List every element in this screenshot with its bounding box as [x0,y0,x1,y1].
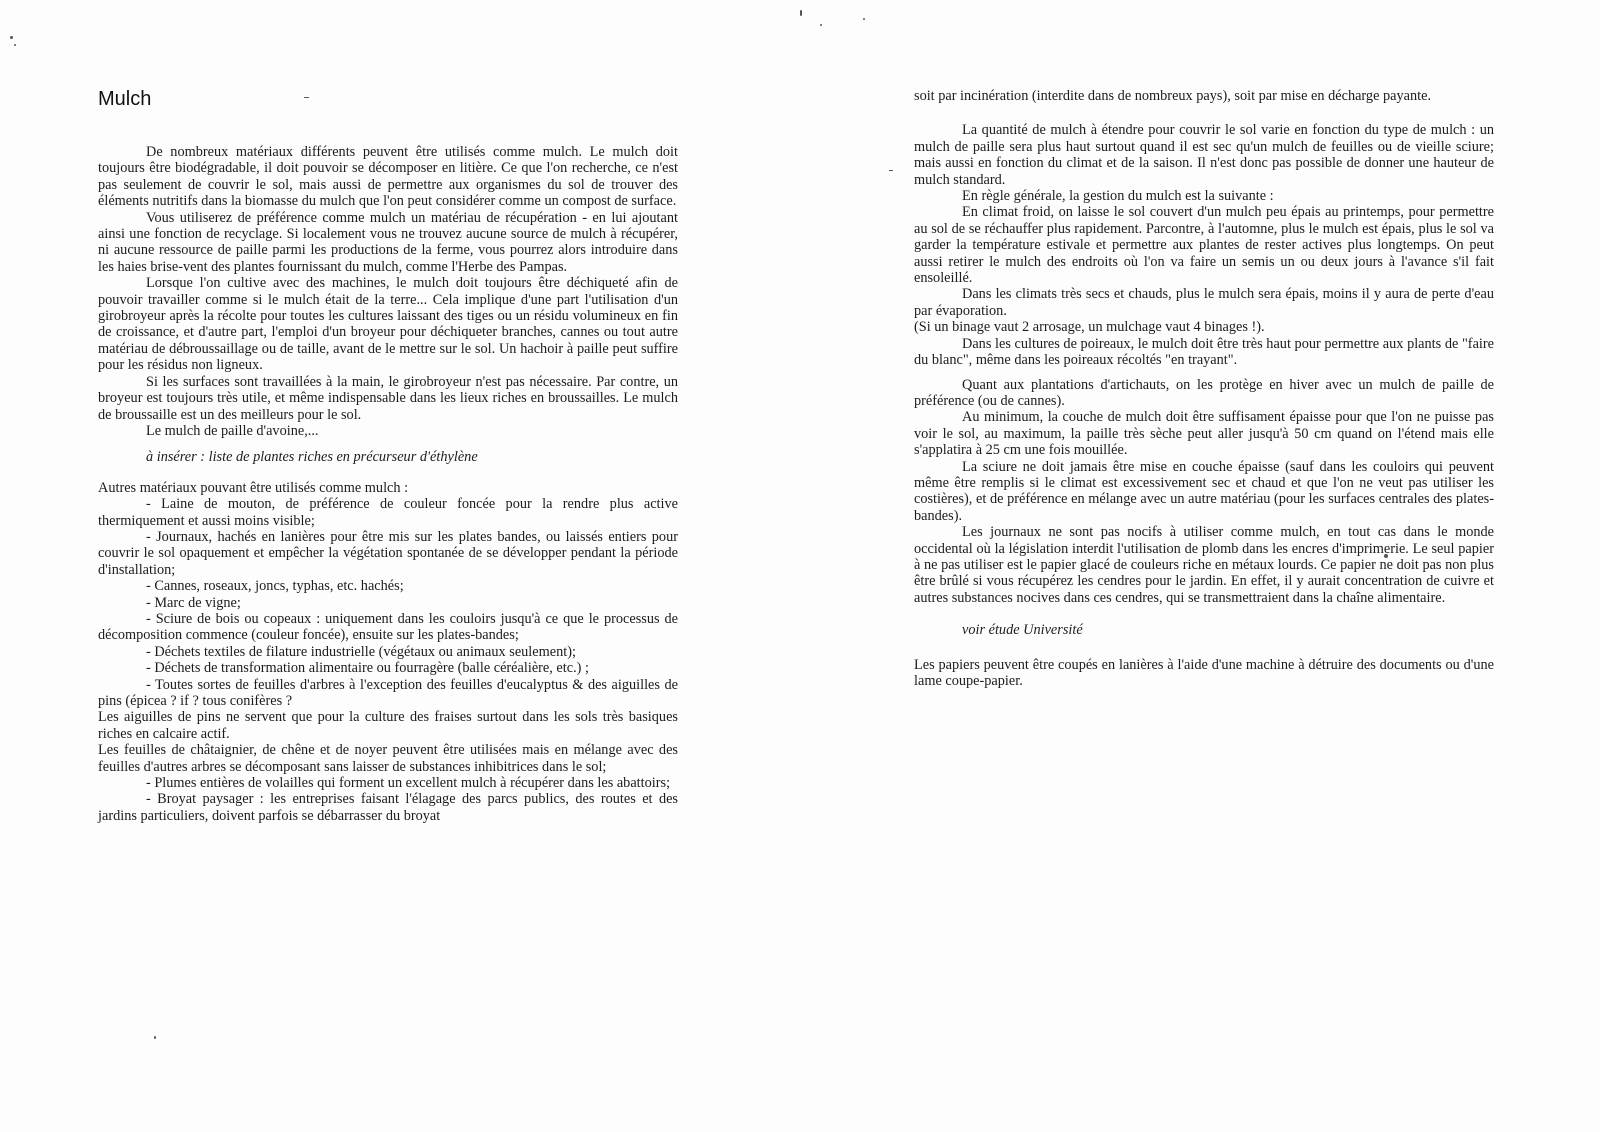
list-item: - Déchets de transformation alimentaire ou fourragère (balle céréalière, etc.) ; [146,660,589,677]
list-item: - Marc de vigne; [146,594,241,611]
paragraph: Le mulch de paille d'avoine,... [146,422,319,439]
paragraph: Les aiguilles de pins ne servent que pour la culture des fraises surtout dans les sols très basiques riches en calcaire actif. [98,709,678,742]
list-item: - Broyat paysager : les entreprises faisant l'élagage des parcs publics, des routes et des jardins particuliers, doivent parfois se débarrasser du broyat [98,791,678,824]
scan-speck [889,170,893,171]
list-item: - Déchets textiles de filature industrielle (végétaux ou animaux seulement); [146,643,576,660]
scan-speck [800,10,802,16]
paragraph: Vous utiliserez de préférence comme mulch un matériau de récupération - en lui ajoutant ainsi une fonction de recyclage. Si localement vous ne trouvez aucune source de mulch à récupérer, ni aucune ressource de paille parmi les productions de la ferme, vous pourrez alors introduire dans les haies brise-vent des plantes fournissant du mulch, comme l'Herbe des Pampas. [98,209,678,275]
paragraph: soit par incinération (interdite dans de nombreux pays), soit par mise en décharge payante. [914,88,1432,104]
page-title: Mulch [98,88,152,110]
list-item: - Cannes, roseaux, joncs, typhas, etc. hachés; [146,578,404,595]
left-page [98,88,678,824]
paragraph: De nombreux matériaux différents peuvent être utilisés comme mulch. Le mulch doit toujours être biodégradable, il doit pouvoir se décomposer en litière. Ce que l'on recherche, ce n'est pas seulement de couvrir le sol, mais aussi de permettre aux organismes du sol de trouver des éléments nutritifs dans la biomasse du mulch que l'on peut considérer comme un compost de surface. [98,144,678,210]
paragraph: La quantité de mulch à étendre pour couvrir le sol varie en fonction du type de mulch : un mulch de paille sera plus haut surtout quand il est sec qu'un mulch de feuilles ou de vieille sciure; mais aussi en fonction du climat et de la saison. Il n'est donc pas possible de donner une hauteur de mulch standard. [914,122,1494,188]
paragraph: Les journaux ne sont pas nocifs à utiliser comme mulch, en tout cas dans le monde occidental où la législation interdit l'utilisation de plomb dans les encres d'imprimerie. Le seul papier à ne pas utiliser est le papier glacé de couleurs riche en métaux lourds. Ce papier ne doit pas non plus être brûlé si vous récupérez les cendres pour le jardin. En effet, il y aurait concentration de cuivre et autres substances nocives dans ces cendres, qui se transmettraient dans la chaîne alimentaire. [914,524,1494,606]
scan-speck [14,44,16,46]
scan-speck [154,1036,156,1039]
list-item: - Journaux, hachés en lanières pour être mis sur les plates bandes, ou laissés entiers pour couvrir le sol opaquement et empêcher la végétation spontanée de se développer pendant la période d'installation; [98,528,678,578]
list-item: - Sciure de bois ou copeaux : uniquement dans les couloirs jusqu'à ce que le processus de décomposition commence (couleur foncée), ensuite sur les plates-bandes; [98,610,678,644]
list-intro: Autres matériaux pouvant être utilisés comme mulch : [98,479,409,496]
paragraph: En climat froid, on laisse le sol couvert d'un mulch peu épais au printemps, pour permettre au sol de se réchauffer plus rapidement. Parcontre, à l'automne, plus le mulch est épais, plus le sol va garder la température estivale et permettre aux plantes de rester actives plus longtemps. On peut aussi retirer le mulch des endroits où l'on va faire un semis un ou deux jours à l'avance s'il fait ensoleillé. [914,204,1494,287]
list-item: - Toutes sortes de feuilles d'arbres à l'exception des feuilles d'eucalyptus & des aiguilles de pins (épicea ? if ? tous conifères ? [98,676,678,709]
paragraph: Quant aux plantations d'artichauts, on les protège en hiver avec un mulch de paille de préférence (ou de cannes). [914,376,1494,409]
paragraph: En règle générale, la gestion du mulch est la suivante : [962,188,1274,205]
paragraph: Lorsque l'on cultive avec des machines, le mulch doit toujours être déchiqueté afin de pouvoir travailler comme si le mulch était de la terre... Cela implique d'une part l'utilisation d'un girobroyeur après la récolte pour toutes les cultures laissant des tiges ou un résidu volumineux en fin de croissance, et d'autre part, l'emploi d'un broyeur pour déchiqueter branches, cannes ou tout autre matériau de débroussaillage ou de taille, avant de le mettre sur le sol. Un hachoir à paille peut suffire pour les résidus non ligneux. [98,275,678,374]
paragraph: Dans les climats très secs et chauds, plus le mulch sera épais, moins il y aura de perte d'eau par évaporation. [914,286,1494,319]
paragraph: Si les surfaces sont travaillées à la main, le girobroyeur n'est pas nécessaire. Par contre, un broyeur est toujours très utile, et même indispensable dans les lieux riches en broussailles. Le mulch de broussaille est un des meilleurs pour le sol. [98,373,678,423]
paragraph: Les feuilles de châtaignier, de chêne et de noyer peuvent être utilisées mais en mélange avec des feuilles d'autres arbres se décomposant sans laisser de substances inhibitrices dans le sol; [98,742,678,775]
scan-speck [863,18,865,20]
right-page [914,88,1494,689]
list-item: - Laine de mouton, de préférence de couleur foncée pour la rendre plus active thermiquement et aussi moins visible; [98,496,678,529]
editor-note: à insérer : liste de plantes riches en précurseur d'éthylène [146,449,478,466]
scan-speck [10,36,13,39]
paragraph: Les papiers peuvent être coupés en lanières à l'aide d'une machine à détruire des documents ou d'une lame coupe-papier. [914,656,1494,689]
paragraph: Au minimum, la couche de mulch doit être suffisament épaisse pour que l'on ne puisse pas voir le sol, au maximum, la paille très sèche peut aller jusqu'à 50 cm quand on l'étend mais elle s'applatira à 25 cm une fois mouillée. [914,409,1494,459]
scan-speck [820,24,822,26]
list-item: - Plumes entières de volailles qui forment un excellent mulch à récupérer dans les abattoirs; [146,775,671,792]
paragraph: Dans les cultures de poireaux, le mulch doit être très haut pour permettre aux plants de "faire du blanc", même dans les poireaux récoltés "en trayant". [914,335,1494,369]
editor-note: voir étude Université [962,622,1083,639]
paragraph: (Si un binage vaut 2 arrosage, un mulchage vaut 4 binages !). [914,319,1265,336]
paragraph: La sciure ne doit jamais être mise en couche épaisse (sauf dans les couloirs qui peuvent même être remplis si le climat est excessivement sec et chaud et que l'on ne veut pas utiliser les costières), et de préférence en mélange avec un autre matériau (pour les surfaces centrales des plates-bandes). [914,458,1494,524]
